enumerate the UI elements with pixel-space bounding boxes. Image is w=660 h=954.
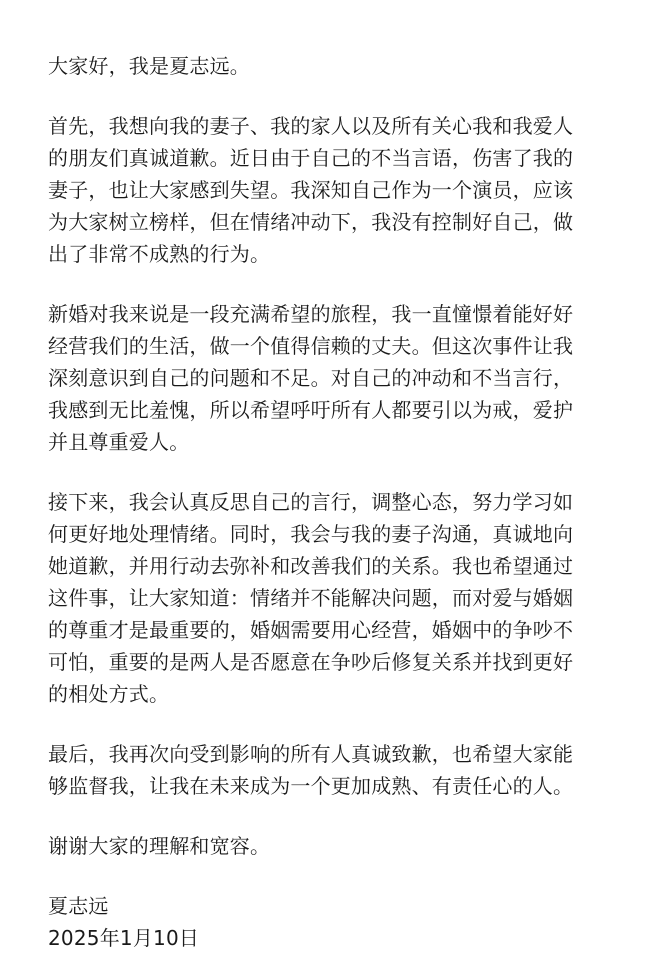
signature-name: 夏志远 [48,894,109,918]
paragraph-apology [48,110,620,270]
paragraph-line: 接下来，我会认真反思自己的言行，调整心态，努力学习如 [48,490,574,514]
paragraph-line: 首先，我想向我的妻子、我的家人以及所有关心我和我爱人 [48,114,574,138]
paragraph-line: 她道歉，并用行动去弥补和改善我们的关系。我也希望通过 [48,554,574,578]
paragraph-line: 深刻意识到自己的问题和不足。对自己的冲动和不当言行， [48,366,574,390]
paragraph-line: 的尊重才是最重要的，婚姻需要用心经营，婚姻中的争吵不 [48,618,574,642]
paragraph-marriage [48,298,620,458]
paragraph-line: 的相处方式。 [48,682,170,706]
greeting: 大家好，我是夏志远。 [48,54,250,78]
paragraph-line: 最后，我再次向受到影响的所有人真诚致歉，也希望大家能 [48,742,574,766]
letter-body [48,50,620,954]
paragraph-line: 并且尊重爱人。 [48,430,190,454]
paragraph-line: 这件事，让大家知道：情绪并不能解决问题，而对爱与婚姻 [48,586,574,610]
closing-thanks: 谢谢大家的理解和宽容。 [48,834,271,858]
paragraph-line: 为大家树立榜样，但在情绪冲动下，我没有控制好自己，做 [48,210,574,234]
paragraph-line: 经营我们的生活，做一个值得信赖的丈夫。但这次事件让我 [48,334,574,358]
signature-date: 2025年1月10日 [48,926,200,950]
paragraph-line: 何更好地处理情绪。同时，我会与我的妻子沟通，真诚地向 [48,522,574,546]
paragraph-reflection [48,486,620,710]
paragraph-line: 的朋友们真诚道歉。近日由于自己的不当言语，伤害了我的 [48,146,574,170]
paragraph-line: 新婚对我来说是一段充满希望的旅程，我一直憧憬着能好好 [48,302,574,326]
paragraph-line: 妻子，也让大家感到失望。我深知自己作为一个演员，应该 [48,178,574,202]
signature-block [48,890,620,954]
paragraph-line: 我感到无比羞愧，所以希望呼吁所有人都要引以为戒，爱护 [48,398,574,422]
paragraph-final-apology [48,738,620,802]
paragraph-line: 可怕，重要的是两人是否愿意在争吵后修复关系并找到更好 [48,650,574,674]
paragraph-line: 出了非常不成熟的行为。 [48,242,271,266]
paragraph-line: 够监督我，让我在未来成为一个更加成熟、有责任心的人。 [48,774,574,798]
